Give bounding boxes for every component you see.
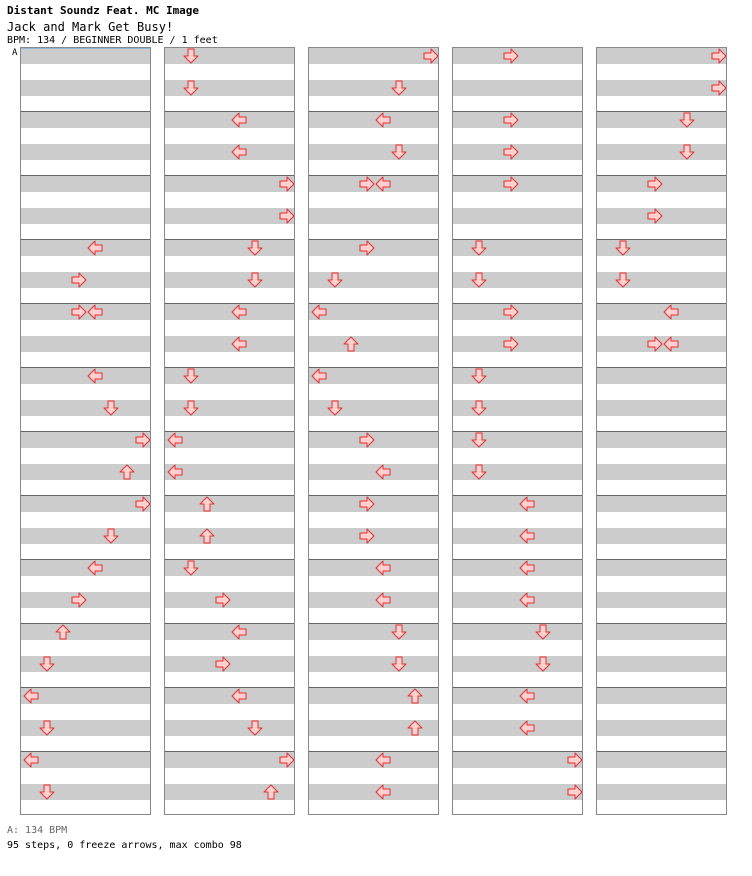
step-arrow-right-icon bbox=[359, 432, 375, 448]
measure-line bbox=[21, 495, 150, 496]
step-arrow-down-icon bbox=[103, 528, 119, 544]
step-arrow-left-icon bbox=[167, 432, 183, 448]
measure-line bbox=[21, 751, 150, 752]
step-stats: 95 steps, 0 freeze arrows, max combo 98 bbox=[7, 840, 242, 851]
step-arrow-right-icon bbox=[135, 496, 151, 512]
measure-line bbox=[21, 559, 150, 560]
step-arrow-left-icon bbox=[519, 496, 535, 512]
step-arrow-right-icon bbox=[71, 304, 87, 320]
step-arrow-right-icon bbox=[567, 784, 583, 800]
step-arrow-left-icon bbox=[375, 752, 391, 768]
step-arrow-right-icon bbox=[359, 528, 375, 544]
measure-line bbox=[21, 367, 150, 368]
measure-line bbox=[597, 623, 726, 624]
step-arrow-right-icon bbox=[71, 592, 87, 608]
step-arrow-left-icon bbox=[375, 560, 391, 576]
step-arrow-left-icon bbox=[87, 304, 103, 320]
step-arrow-left-icon bbox=[375, 784, 391, 800]
step-arrow-left-icon bbox=[231, 624, 247, 640]
step-arrow-left-icon bbox=[231, 304, 247, 320]
step-arrow-right-icon bbox=[279, 176, 295, 192]
step-arrow-right-icon bbox=[647, 336, 663, 352]
step-arrow-right-icon bbox=[503, 48, 519, 64]
step-arrow-left-icon bbox=[231, 336, 247, 352]
step-arrow-up-icon bbox=[55, 624, 71, 640]
step-arrow-down-icon bbox=[471, 240, 487, 256]
step-arrow-down-icon bbox=[535, 624, 551, 640]
measure-line bbox=[597, 367, 726, 368]
step-arrow-up-icon bbox=[343, 336, 359, 352]
measure-line bbox=[21, 175, 150, 176]
chart-column-2 bbox=[164, 47, 295, 815]
step-arrow-down-icon bbox=[327, 400, 343, 416]
step-arrow-down-icon bbox=[391, 80, 407, 96]
measure-line bbox=[597, 303, 726, 304]
measure-line bbox=[165, 111, 294, 112]
step-arrow-down-icon bbox=[471, 464, 487, 480]
step-arrow-down-icon bbox=[183, 400, 199, 416]
step-arrow-right-icon bbox=[359, 496, 375, 512]
step-arrow-left-icon bbox=[519, 720, 535, 736]
measure-line bbox=[309, 303, 438, 304]
step-arrow-left-icon bbox=[231, 112, 247, 128]
chart-column-1 bbox=[20, 47, 151, 815]
measure-line bbox=[597, 111, 726, 112]
measure-line bbox=[309, 111, 438, 112]
measure-line bbox=[597, 687, 726, 688]
step-arrow-left-icon bbox=[375, 176, 391, 192]
measure-line bbox=[165, 623, 294, 624]
step-arrow-down-icon bbox=[247, 272, 263, 288]
measure-line bbox=[165, 303, 294, 304]
step-arrow-down-icon bbox=[39, 656, 55, 672]
step-arrow-up-icon bbox=[263, 784, 279, 800]
step-arrow-left-icon bbox=[519, 592, 535, 608]
measure-line bbox=[453, 687, 582, 688]
step-arrow-left-icon bbox=[375, 592, 391, 608]
chart-info: BPM: 134 / BEGINNER DOUBLE / 1 feet bbox=[7, 35, 218, 46]
step-arrow-down-icon bbox=[535, 656, 551, 672]
step-arrow-down-icon bbox=[247, 240, 263, 256]
step-arrow-down-icon bbox=[471, 368, 487, 384]
step-arrow-down-icon bbox=[327, 272, 343, 288]
step-arrow-right-icon bbox=[503, 112, 519, 128]
step-arrow-right-icon bbox=[279, 208, 295, 224]
step-arrow-left-icon bbox=[663, 304, 679, 320]
measure-line bbox=[165, 495, 294, 496]
measure-line bbox=[309, 623, 438, 624]
measure-line bbox=[165, 239, 294, 240]
measure-line bbox=[21, 239, 150, 240]
step-arrow-down-icon bbox=[391, 656, 407, 672]
measure-line bbox=[597, 751, 726, 752]
step-arrow-up-icon bbox=[407, 688, 423, 704]
measure-line bbox=[165, 751, 294, 752]
step-arrow-down-icon bbox=[471, 400, 487, 416]
step-arrow-down-icon bbox=[183, 560, 199, 576]
bpm-change-line bbox=[21, 48, 150, 49]
step-arrow-down-icon bbox=[391, 624, 407, 640]
chart-column-3 bbox=[308, 47, 439, 815]
step-arrow-left-icon bbox=[167, 464, 183, 480]
step-arrow-left-icon bbox=[231, 688, 247, 704]
step-arrow-down-icon bbox=[615, 272, 631, 288]
measure-line bbox=[21, 687, 150, 688]
step-arrow-left-icon bbox=[23, 688, 39, 704]
step-arrow-right-icon bbox=[135, 432, 151, 448]
step-arrow-right-icon bbox=[711, 80, 727, 96]
step-arrow-down-icon bbox=[471, 272, 487, 288]
step-arrow-right-icon bbox=[215, 656, 231, 672]
step-arrow-right-icon bbox=[711, 48, 727, 64]
step-arrow-down-icon bbox=[103, 400, 119, 416]
measure-line bbox=[21, 623, 150, 624]
step-arrow-right-icon bbox=[503, 176, 519, 192]
step-arrow-down-icon bbox=[391, 144, 407, 160]
step-arrow-right-icon bbox=[279, 752, 295, 768]
step-arrow-left-icon bbox=[87, 560, 103, 576]
step-arrow-right-icon bbox=[503, 336, 519, 352]
step-arrow-left-icon bbox=[519, 688, 535, 704]
step-arrow-right-icon bbox=[503, 144, 519, 160]
measure-line bbox=[453, 623, 582, 624]
measure-line bbox=[453, 495, 582, 496]
step-arrow-right-icon bbox=[423, 48, 439, 64]
step-arrow-down-icon bbox=[679, 112, 695, 128]
song-artist: Distant Soundz Feat. MC Image bbox=[7, 4, 200, 17]
step-arrow-down-icon bbox=[615, 240, 631, 256]
step-arrow-down-icon bbox=[183, 48, 199, 64]
measure-line bbox=[309, 367, 438, 368]
step-arrow-left-icon bbox=[87, 240, 103, 256]
step-arrow-left-icon bbox=[311, 304, 327, 320]
step-arrow-up-icon bbox=[199, 528, 215, 544]
bpm-legend: A: 134 BPM bbox=[7, 825, 68, 836]
step-arrow-right-icon bbox=[215, 592, 231, 608]
chart-column-4 bbox=[452, 47, 583, 815]
measure-line bbox=[165, 175, 294, 176]
step-arrow-left-icon bbox=[375, 464, 391, 480]
step-arrow-left-icon bbox=[23, 752, 39, 768]
step-arrow-up-icon bbox=[407, 720, 423, 736]
measure-line bbox=[597, 559, 726, 560]
step-arrow-down-icon bbox=[247, 720, 263, 736]
step-arrow-right-icon bbox=[359, 176, 375, 192]
step-arrow-right-icon bbox=[647, 208, 663, 224]
step-arrow-down-icon bbox=[39, 720, 55, 736]
measure-line bbox=[597, 431, 726, 432]
step-arrow-left-icon bbox=[519, 528, 535, 544]
measure-line bbox=[453, 751, 582, 752]
step-arrow-down-icon bbox=[183, 80, 199, 96]
step-arrow-down-icon bbox=[183, 368, 199, 384]
step-arrow-left-icon bbox=[663, 336, 679, 352]
step-arrow-right-icon bbox=[647, 176, 663, 192]
step-arrow-right-icon bbox=[567, 752, 583, 768]
measure-line bbox=[453, 559, 582, 560]
measure-line bbox=[165, 687, 294, 688]
step-arrow-down-icon bbox=[39, 784, 55, 800]
step-arrow-up-icon bbox=[199, 496, 215, 512]
step-arrow-right-icon bbox=[71, 272, 87, 288]
measure-line bbox=[597, 495, 726, 496]
step-arrow-left-icon bbox=[87, 368, 103, 384]
measure-line bbox=[21, 431, 150, 432]
measure-line bbox=[21, 111, 150, 112]
step-arrow-right-icon bbox=[503, 304, 519, 320]
step-arrow-up-icon bbox=[119, 464, 135, 480]
song-title: Jack and Mark Get Busy! bbox=[7, 20, 174, 34]
step-arrow-left-icon bbox=[311, 368, 327, 384]
chart-column-5 bbox=[596, 47, 727, 815]
measure-line bbox=[309, 751, 438, 752]
measure-line bbox=[309, 559, 438, 560]
step-arrow-left-icon bbox=[519, 560, 535, 576]
bpm-marker-label: A bbox=[12, 48, 18, 58]
measure-line bbox=[165, 431, 294, 432]
step-arrow-left-icon bbox=[231, 144, 247, 160]
step-arrow-right-icon bbox=[359, 240, 375, 256]
step-arrow-down-icon bbox=[679, 144, 695, 160]
step-arrow-left-icon bbox=[375, 112, 391, 128]
step-arrow-down-icon bbox=[471, 432, 487, 448]
